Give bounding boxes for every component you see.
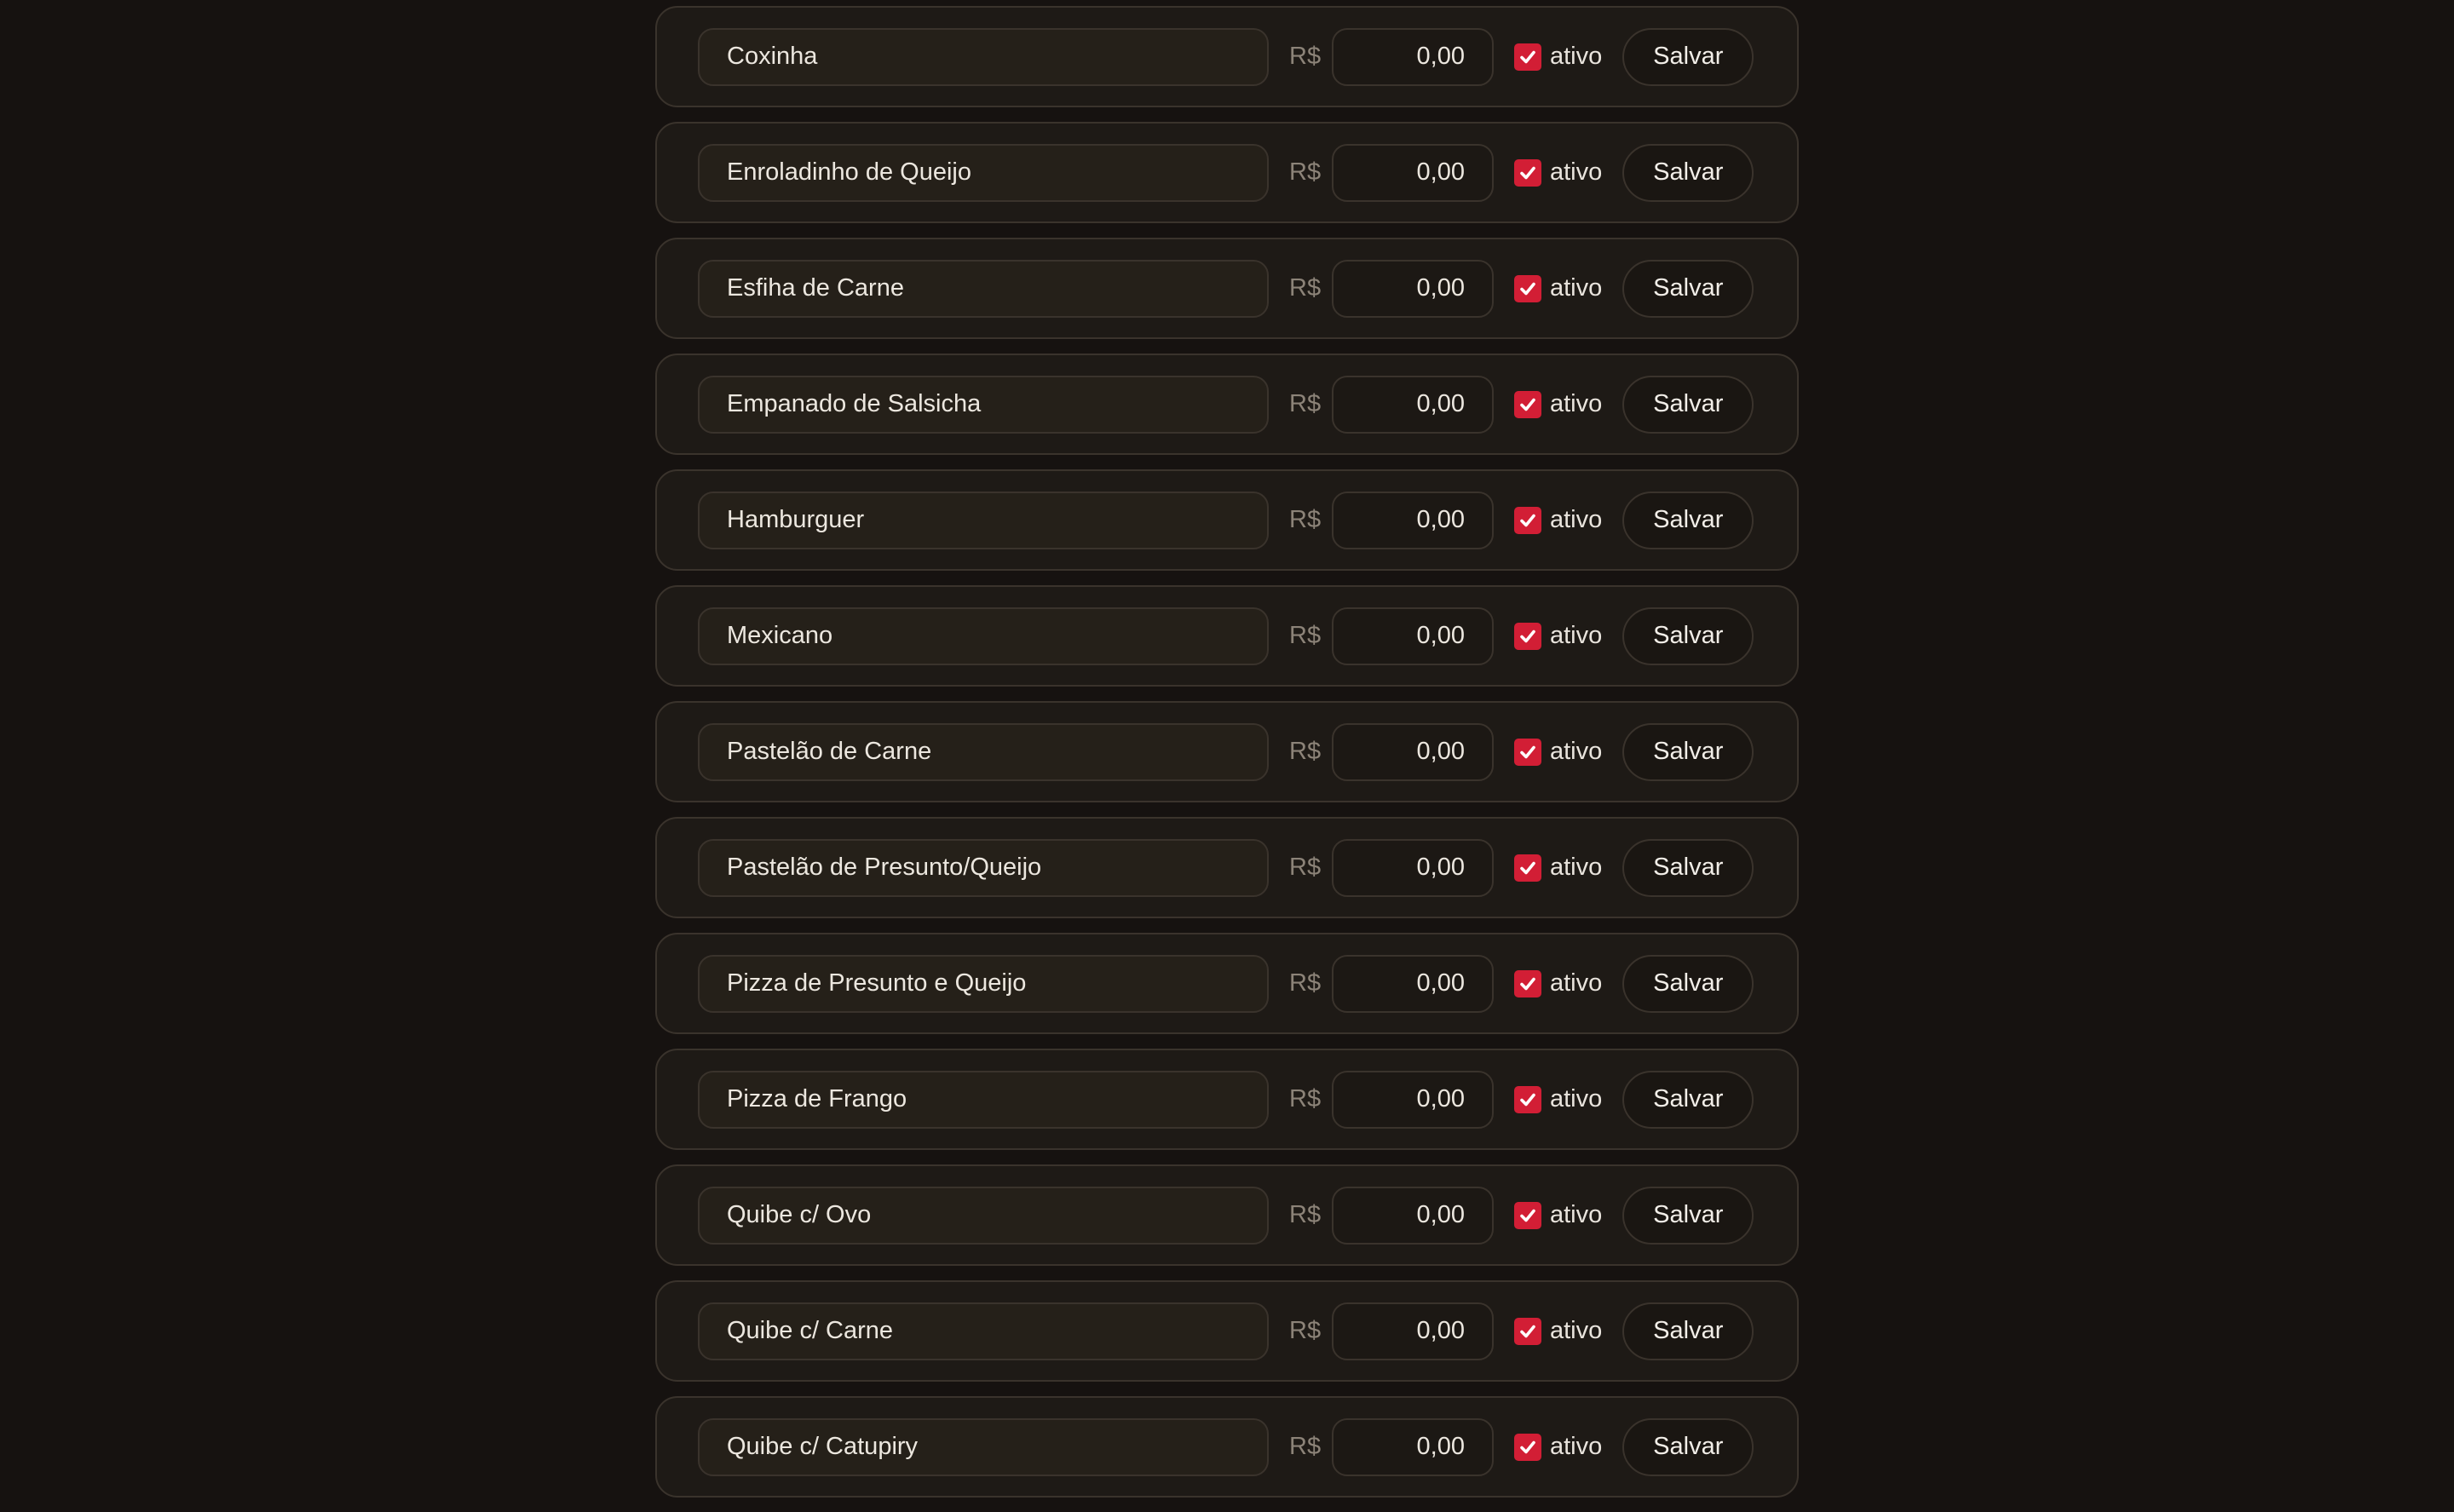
product-row: [655, 238, 1799, 339]
checkbox-checked-icon[interactable]: [1514, 159, 1541, 187]
save-button[interactable]: Salvar: [1622, 260, 1754, 318]
active-toggle[interactable]: [1514, 622, 1602, 650]
active-label: ativo: [1550, 506, 1603, 533]
price-input[interactable]: [1332, 376, 1494, 434]
price-input[interactable]: [1332, 144, 1494, 202]
save-button[interactable]: Salvar: [1622, 1071, 1754, 1129]
active-label: ativo: [1550, 1317, 1603, 1344]
save-button[interactable]: Salvar: [1622, 1302, 1754, 1360]
price-input[interactable]: [1332, 1302, 1494, 1360]
price-input[interactable]: [1332, 607, 1494, 665]
checkbox-checked-icon[interactable]: [1514, 275, 1541, 302]
save-button[interactable]: Salvar: [1622, 144, 1754, 202]
product-row: [655, 1164, 1799, 1266]
price-input[interactable]: [1332, 1187, 1494, 1245]
product-name-input[interactable]: [698, 955, 1269, 1013]
price-input[interactable]: [1332, 1071, 1494, 1129]
currency-label: R$: [1289, 390, 1322, 417]
save-button[interactable]: Salvar: [1622, 492, 1754, 549]
price-input[interactable]: [1332, 955, 1494, 1013]
active-label: ativo: [1550, 158, 1603, 186]
product-name-input[interactable]: [698, 839, 1269, 897]
currency-label: R$: [1289, 1433, 1322, 1460]
price-input[interactable]: [1332, 1418, 1494, 1476]
save-button[interactable]: Salvar: [1622, 955, 1754, 1013]
active-toggle[interactable]: [1514, 1201, 1602, 1229]
currency-label: R$: [1289, 1201, 1322, 1228]
product-name-input[interactable]: [698, 1302, 1269, 1360]
price-input[interactable]: [1332, 260, 1494, 318]
active-toggle[interactable]: [1514, 1085, 1602, 1113]
checkbox-checked-icon[interactable]: [1514, 1202, 1541, 1229]
product-row: [655, 1396, 1799, 1498]
currency-label: R$: [1289, 738, 1322, 765]
active-label: ativo: [1550, 43, 1603, 70]
currency-label: R$: [1289, 622, 1322, 649]
save-button[interactable]: Salvar: [1622, 607, 1754, 665]
price-input[interactable]: [1332, 28, 1494, 86]
product-row: [655, 122, 1799, 223]
price-input[interactable]: [1332, 492, 1494, 549]
active-toggle[interactable]: [1514, 738, 1602, 766]
product-row: [655, 933, 1799, 1034]
active-toggle[interactable]: [1514, 969, 1602, 997]
save-button[interactable]: Salvar: [1622, 28, 1754, 86]
save-button[interactable]: Salvar: [1622, 723, 1754, 781]
checkbox-checked-icon[interactable]: [1514, 43, 1541, 71]
product-row: [655, 701, 1799, 802]
checkbox-checked-icon[interactable]: [1514, 854, 1541, 882]
active-label: ativo: [1550, 738, 1603, 765]
active-toggle[interactable]: [1514, 390, 1602, 418]
product-name-input[interactable]: [698, 492, 1269, 549]
active-label: ativo: [1550, 854, 1603, 881]
active-label: ativo: [1550, 1201, 1603, 1228]
checkbox-checked-icon[interactable]: [1514, 391, 1541, 418]
product-row: [655, 817, 1799, 918]
product-name-input[interactable]: [698, 723, 1269, 781]
product-row: [655, 585, 1799, 687]
save-button[interactable]: Salvar: [1622, 1187, 1754, 1245]
save-button[interactable]: Salvar: [1622, 839, 1754, 897]
product-name-input[interactable]: [698, 376, 1269, 434]
product-name-input[interactable]: [698, 260, 1269, 318]
active-toggle[interactable]: [1514, 854, 1602, 882]
price-input[interactable]: [1332, 723, 1494, 781]
product-row: [655, 1280, 1799, 1382]
currency-label: R$: [1289, 506, 1322, 533]
currency-label: R$: [1289, 158, 1322, 186]
checkbox-checked-icon[interactable]: [1514, 507, 1541, 534]
currency-label: R$: [1289, 1317, 1322, 1344]
product-name-input[interactable]: [698, 1187, 1269, 1245]
product-row: [655, 354, 1799, 455]
product-list: [655, 6, 1799, 1512]
product-name-input[interactable]: [698, 28, 1269, 86]
active-toggle[interactable]: [1514, 1317, 1602, 1345]
active-label: ativo: [1550, 969, 1603, 997]
checkbox-checked-icon[interactable]: [1514, 1086, 1541, 1113]
active-toggle[interactable]: [1514, 158, 1602, 187]
checkbox-checked-icon[interactable]: [1514, 970, 1541, 997]
currency-label: R$: [1289, 854, 1322, 881]
product-name-input[interactable]: [698, 1071, 1269, 1129]
save-button[interactable]: Salvar: [1622, 376, 1754, 434]
checkbox-checked-icon[interactable]: [1514, 1434, 1541, 1461]
active-label: ativo: [1550, 274, 1603, 302]
active-toggle[interactable]: [1514, 274, 1602, 302]
checkbox-checked-icon[interactable]: [1514, 1318, 1541, 1345]
currency-label: R$: [1289, 274, 1322, 302]
product-row: [655, 6, 1799, 107]
active-label: ativo: [1550, 1085, 1603, 1112]
active-label: ativo: [1550, 622, 1603, 649]
active-toggle[interactable]: [1514, 506, 1602, 534]
active-toggle[interactable]: [1514, 1433, 1602, 1461]
currency-label: R$: [1289, 43, 1322, 70]
checkbox-checked-icon[interactable]: [1514, 739, 1541, 766]
product-row: [655, 469, 1799, 571]
product-name-input[interactable]: [698, 607, 1269, 665]
currency-label: R$: [1289, 1085, 1322, 1112]
active-label: ativo: [1550, 390, 1603, 417]
product-row: [655, 1049, 1799, 1150]
active-toggle[interactable]: [1514, 43, 1602, 71]
product-name-input[interactable]: [698, 1418, 1269, 1476]
active-label: ativo: [1550, 1433, 1603, 1460]
price-input[interactable]: [1332, 839, 1494, 897]
save-button[interactable]: Salvar: [1622, 1418, 1754, 1476]
product-name-input[interactable]: [698, 144, 1269, 202]
currency-label: R$: [1289, 969, 1322, 997]
checkbox-checked-icon[interactable]: [1514, 623, 1541, 650]
